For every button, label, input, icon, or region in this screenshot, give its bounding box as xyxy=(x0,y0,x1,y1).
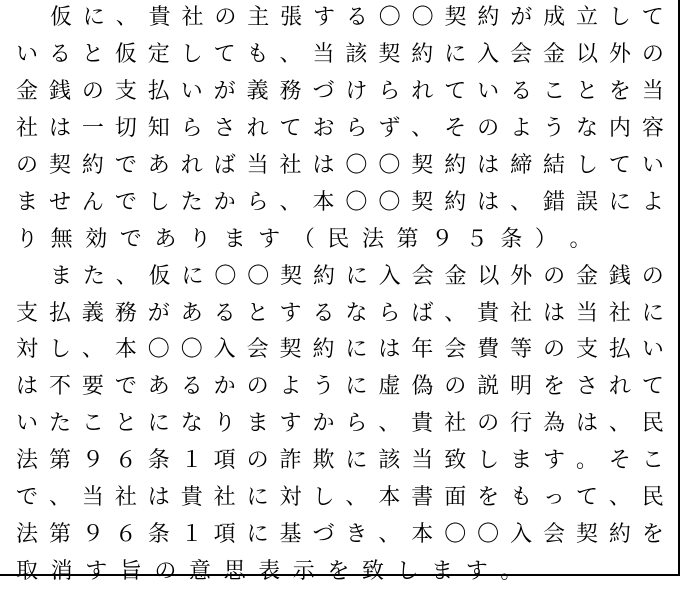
text-line: 法 第 ９ ６ 条 １ 項 の 詐 欺 に 該 当 致 し ま す 。 そ こ xyxy=(16,448,664,474)
text-line: 支 払 義 務 が あ る と す る な ら ば 、 貴 社 は 当 社 に xyxy=(16,300,664,326)
text-line: 社 は 一 切 知 ら さ れ て お ら ず 、 そ の よ う な 内 容 xyxy=(16,116,664,142)
text-line: ま せ ん で し た か ら 、 本 〇 〇 契 約 は 、 錯 誤 に よ xyxy=(16,189,664,215)
text-line: 金 銭 の 支 払 い が 義 務 づ け ら れ て い る こ と を 当 xyxy=(16,79,664,105)
document-body xyxy=(16,0,664,590)
text-line: で 、 当 社 は 貴 社 に 対 し 、 本 書 面 を も っ て 、 民 xyxy=(16,485,664,511)
text-line: 対 し 、 本 〇 〇 入 会 契 約 に は 年 会 費 等 の 支 払 い xyxy=(16,337,664,363)
text-line-last: り 無 効 で あ り ま す （ 民 法 第 ９ ５ 条 ） 。 xyxy=(16,226,592,252)
text-line: 法 第 ９ ６ 条 １ 項 に 基 づ き 、 本 〇 〇 入 会 契 約 を xyxy=(16,521,664,547)
text-line: い る と 仮 定 し て も 、 当 該 契 約 に 入 会 金 以 外 の xyxy=(16,42,664,68)
text-line-last: 取 消 す 旨 の 意 思 表 示 を 致 し ま す 。 xyxy=(16,558,523,584)
text-line: ま た 、 仮 に 〇 〇 契 約 に 入 会 金 以 外 の 金 銭 の xyxy=(50,263,664,289)
text-line: は 不 要 で あ る か の よ う に 虚 偽 の 説 明 を さ れ て xyxy=(16,374,664,400)
text-line: い た こ と に な り ま す か ら 、 貴 社 の 行 為 は 、 民 xyxy=(16,411,664,437)
text-line: の 契 約 で あ れ ば 当 社 は 〇 〇 契 約 は 締 結 し て い xyxy=(16,153,664,178)
text-line: 仮 に 、 貴 社 の 主 張 す る 〇 〇 契 約 が 成 立 し て xyxy=(50,5,664,31)
